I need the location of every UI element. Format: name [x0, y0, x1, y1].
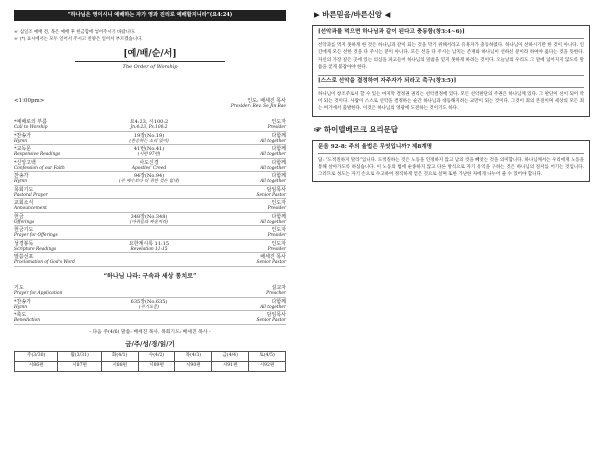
order-row	[14, 298, 286, 312]
order-title-english: The Order of Worship	[122, 64, 178, 71]
worship-order-column	[14, 10, 286, 456]
order-item-name-en: Confession of our Faith	[14, 165, 65, 171]
article-title: [선악과를 먹으면 하나님과 같이 된다고 충동함(창3:4~6)]	[318, 29, 584, 39]
catechism-box	[312, 140, 590, 183]
order-item-leader: 다함께	[271, 132, 286, 139]
order-row	[14, 240, 286, 254]
order-title	[75, 49, 225, 71]
order-item-name: *신앙고백	[14, 159, 36, 166]
order-item-detail: 요한계시록 11:15	[128, 240, 170, 247]
reading-passage: 시87편	[58, 361, 101, 371]
order-item-name: *찬송가	[14, 132, 31, 139]
reading-day: 목(4/3)	[175, 351, 212, 361]
order-item-leader-en: Presider	[267, 233, 286, 238]
order-list	[14, 118, 286, 372]
order-item-detail-sub: (주 예수보다 더 귀한 것은 없네)	[119, 179, 179, 184]
order-item-leader-en: All together	[260, 179, 286, 184]
catechism-question: 문음 92-8: 주의 율법은 무엇입니까? 제8계명	[318, 144, 584, 154]
order-item-name: *찬송가	[14, 298, 31, 305]
faith-article-box	[312, 25, 590, 116]
reading-day: 주(3/30)	[15, 351, 58, 361]
order-item-leader-en: Senior Pastor	[256, 192, 286, 198]
order-item-name: *축도	[14, 312, 27, 318]
note-item: ☞ (*) 표시에서는 모두 일어서 주시고 찬양은 일어서 부르겠습니다.	[14, 37, 143, 42]
order-item-leader-en: Presider	[267, 125, 286, 130]
reading-passage: 시86편	[15, 361, 58, 371]
order-item-leader: 인도자	[271, 200, 286, 206]
leader-korean: 인도: 배세진 목사	[247, 98, 286, 104]
order-item-name-en: Call to Worship	[14, 125, 48, 130]
service-leader	[231, 98, 286, 110]
scripture-banner: “하나님은 영이시니 예배하는 자가 영과 진리로 예배할지니라”(요4:24)	[14, 10, 286, 21]
order-item-leader: 담임목사	[266, 312, 286, 318]
order-item-leader: 설교자	[271, 285, 286, 291]
reading-passage: 시89편	[138, 361, 175, 371]
leader-english: Presider: Rev. Se Jin Bae	[230, 104, 286, 110]
order-item-leader: 인도자	[271, 227, 286, 233]
order-item-name: 교회소식	[14, 200, 34, 206]
order-row	[14, 145, 286, 159]
order-item-leader: 다함께	[271, 159, 286, 166]
article-paragraph: 선악과를 먹지 못하게 한 것은 하나님과 같이 되는 것을 막기 위해서라고 유혹자가 충동하였다. 하나님이 선하시기만 한 것이 아니다. 인간에게 모든 선한 것을 다 주시는 분이 아니다. 모든 선을 다 주시는 남지는 존재와 하나님이 선하신 분이라 하여야 옳다는 것을 뜻한다. 자신의 가장 깊은 곳에 있는 의심을 파고들어 하나님의 말씀을 믿지 못하게 하려는 것이다. 오늘날의 우리도 그 말에 넘어지지 않도록 말씀을 굳게 붙잡아야 한다.	[318, 43, 584, 70]
order-item-name-en: Proclamation of God's Word	[14, 260, 75, 265]
section-heading-catechism: ☞ 하이델베르크 요리문답	[314, 124, 398, 134]
catechism-answer: 답: “도적질하지 말라”입니다. 도적질하는 것은 노동을 인정하지 않고 남의 것을 빼앗는 것을 의미합니다. 하나님께서는 우리에게 노동을 통해 살아가도록 하셨습니다. 이 노동의 법에 순종하지 않고 다른 방식으로 자기 유익을 구하는 것은 하나님의 질서를 어기는 것입니다. 그러므로 성도는 자기 손으로 수고하여 정직하게 얻은 것으로 살며 또한 가난한 자에게 나누어 줄 수 있어야 합니다.	[318, 157, 584, 178]
reading-day: 토(4/5)	[249, 351, 286, 361]
order-item-leader-en: Senior Pastor	[256, 318, 286, 323]
order-item-leader: 다함께	[271, 146, 286, 152]
order-item-name-en: Hymn	[14, 304, 28, 310]
sermon-title: “하나님 나라: 구속과 세상 통치로”	[103, 272, 197, 280]
order-item-name: *예배로의 부름	[14, 119, 48, 125]
order-item-leader-en: All together	[260, 219, 286, 225]
order-item-name-en: Offerings	[14, 219, 35, 225]
order-item-leader-en: Preacher	[266, 291, 286, 296]
order-row	[14, 186, 286, 200]
order-row	[14, 226, 286, 240]
service-time: <1:00pm>	[14, 98, 45, 104]
order-item-leader: 다함께	[271, 173, 286, 179]
order-row	[14, 284, 286, 298]
order-title-korean: [예/배/순/서]	[75, 49, 225, 62]
next-week-note: - 다음 주(4/6) 말씀: 배세진 목사, 목회기도: 배세진 목사 -	[89, 329, 211, 335]
order-item-leader: 인도자	[271, 119, 286, 125]
order-item-name: 목회기도	[14, 186, 34, 193]
order-row	[14, 311, 286, 325]
order-item-leader-en: All together	[260, 138, 286, 144]
order-item-detail-sub: (마귀들과 싸울지라)	[130, 219, 168, 225]
order-item-detail: 635장(No.635)	[130, 298, 168, 305]
section-heading-faith: ▶ 바른믿음/바른신앙 ◀	[314, 10, 391, 19]
order-item-leader-en: All together	[260, 304, 286, 310]
article-subtitle: [스스로 선악을 결정하여 자주자가 되라고 촉구(창3:5)]	[318, 75, 584, 88]
order-item-leader: 인도자	[271, 240, 286, 247]
order-item-name: 기도	[14, 285, 24, 291]
article-paragraph: 하나님이 창조주로서 할 수 있는 마지막 결정권 권리는 선악결정에 있다. 모든 선악판단의 주권은 하나님께 있다. 그 판단이 선이 되어 악이 되는 것이다. 사람이 스스로 선악을 결정하는 순간 하나님과 대등해지려는 교만이 되는 것이다. 그것이 죄의 본질이며 세상의 모든 죄는 여기에서 출발한다. 이것은 하나님의 영광에 도전하는 것이기도 하다.	[318, 92, 584, 112]
order-item-name-en: Hymn	[14, 179, 28, 184]
order-row	[14, 118, 286, 132]
order-row	[14, 159, 286, 173]
order-item-name-en: Benediction	[14, 318, 40, 323]
order-item-name-en: Scripture Readings	[14, 246, 57, 252]
reading-day: 금(4/4)	[212, 351, 249, 361]
bible-reading-table	[14, 351, 286, 372]
order-item-name-en: Pastoral Prayer	[14, 192, 48, 198]
order-row	[14, 213, 286, 227]
order-item-detail-sub: (주기도문)	[139, 304, 159, 310]
order-item-name: 성경봉독	[14, 240, 34, 247]
order-item-leader: 담임목사	[266, 186, 286, 193]
order-row	[14, 132, 286, 146]
reading-passage: 시91편	[212, 361, 249, 371]
reading-day: 수(4/2)	[138, 351, 175, 361]
order-item-leader-en: All together	[260, 165, 286, 171]
order-item-name: 헌금기도	[14, 227, 34, 233]
articles-column	[312, 10, 590, 456]
worship-notes	[14, 29, 286, 43]
reading-passage: 시88편	[101, 361, 138, 371]
order-item-detail: 19장(No.19)	[133, 132, 165, 139]
reading-day: 월(3/31)	[58, 351, 101, 361]
order-item-detail: 94장(No.94)	[133, 173, 165, 179]
order-item-detail-sub: Revelation 11:15	[130, 246, 168, 252]
order-item-name-en: Announcement	[14, 206, 47, 211]
order-item-name: 찬송가	[14, 173, 29, 179]
reading-day: 화(4/1)	[101, 351, 138, 361]
order-item-leader-en: Presider	[267, 246, 286, 252]
order-item-name: *교독문	[14, 146, 31, 152]
order-item-leader-en: Presider	[267, 206, 286, 211]
reading-passage: 시90편	[175, 361, 212, 371]
order-item-leader: 다함께	[271, 213, 286, 220]
order-item-leader: 배세진 목사	[260, 254, 286, 260]
order-item-leader: 다함께	[271, 298, 286, 305]
order-item-detail: 41번(No.41)	[133, 146, 165, 152]
order-item-leader-en: Senior Pastor	[256, 260, 286, 265]
order-item-detail: 348장(No.348)	[130, 213, 168, 220]
order-item-name: 말씀선포	[14, 254, 34, 260]
order-item-detail: 요4:23, 시100:2	[129, 119, 169, 125]
order-item-detail-sub: Jn.4:23, Ps.100:2	[130, 125, 168, 130]
reading-passage: 시92편	[249, 361, 286, 371]
order-row	[14, 199, 286, 213]
order-item-detail: 사도신경	[139, 159, 159, 166]
order-row	[14, 172, 286, 186]
order-item-detail-sub: (시편 97편)	[137, 152, 161, 157]
order-item-leader-en: All together	[260, 152, 286, 157]
bible-reading-title: 금/주/성/경/읽/기	[125, 340, 175, 349]
order-item-name-en: Prayer for Application	[14, 291, 63, 296]
note-item: ☞ 십일조 예배 전, 목은 예배 후 헌금함에 넣어주시기 바랍니다.	[14, 30, 136, 35]
order-item-name-en: Prayer for Offerings	[14, 233, 58, 238]
order-item-name: 헌금	[14, 213, 24, 220]
order-item-name-en: Hymn	[14, 138, 28, 144]
order-item-name-en: Responsive Readings	[14, 152, 61, 157]
order-item-detail-sub: Apostles' Creed	[131, 165, 167, 171]
order-row	[14, 253, 286, 267]
order-item-detail-sub: (찬송하는 소리 있어)	[129, 138, 169, 144]
